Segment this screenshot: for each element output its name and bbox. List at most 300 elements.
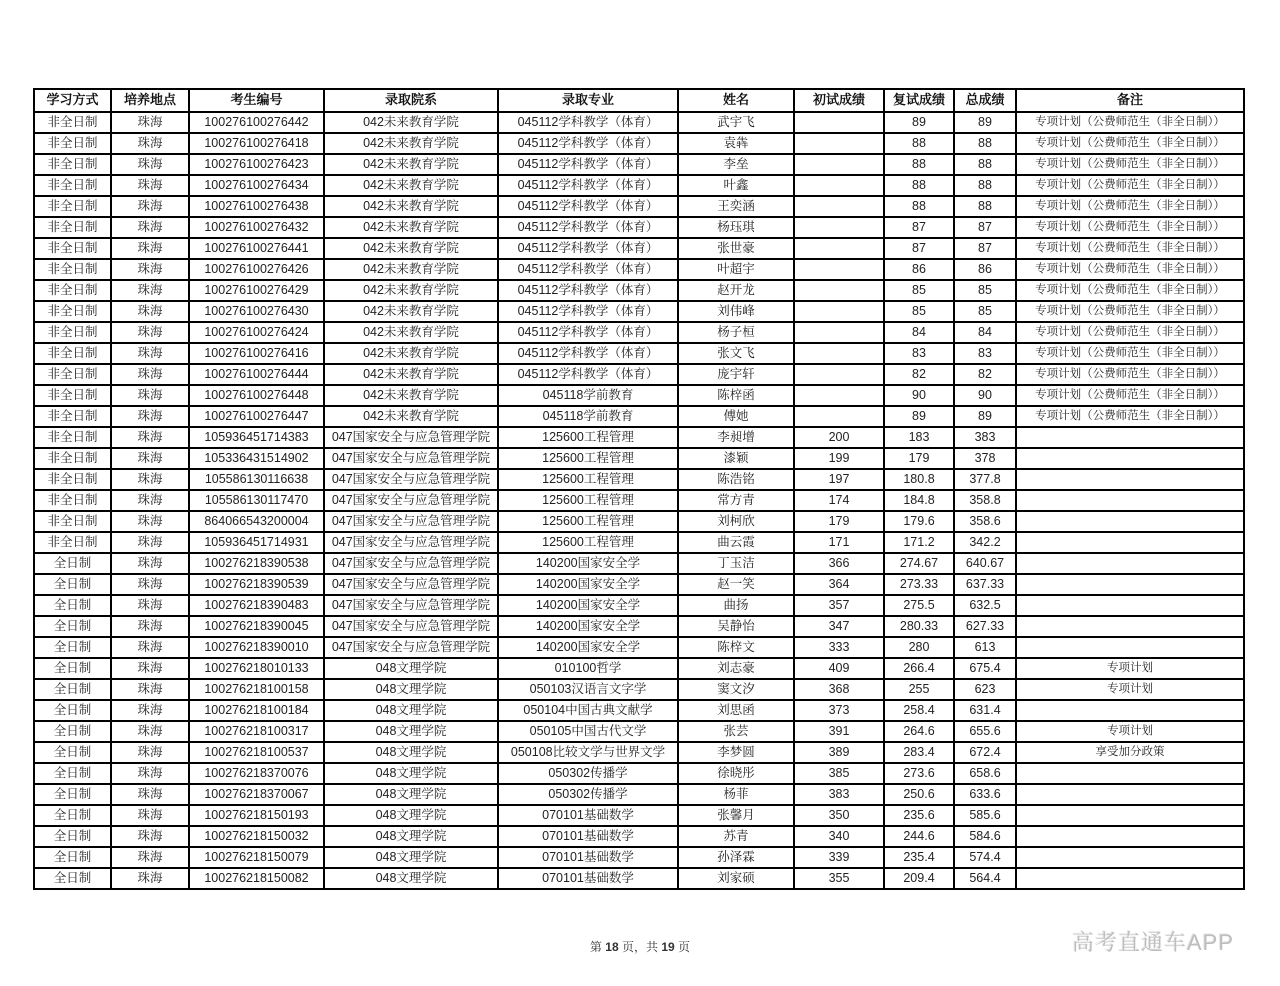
- watermark-text: 高考直通车APP: [1071, 930, 1234, 955]
- table-cell: 672.4: [954, 742, 1016, 763]
- table-cell: 赵一笑: [678, 574, 794, 595]
- table-cell: 87: [954, 238, 1016, 259]
- table-cell: 048文理学院: [324, 721, 498, 742]
- table-cell: 珠海: [111, 826, 189, 847]
- table-cell: 045112学科教学（体育）: [498, 364, 678, 385]
- table-row: [34, 679, 1244, 700]
- table-cell: [794, 154, 884, 175]
- table-cell: [1016, 826, 1244, 847]
- table-row: [34, 322, 1244, 343]
- table-cell: 王奕涵: [678, 196, 794, 217]
- table-cell: 197: [794, 469, 884, 490]
- table-cell: 047国家安全与应急管理学院: [324, 595, 498, 616]
- table-cell: 全日制: [34, 721, 111, 742]
- table-cell: 280: [884, 637, 954, 658]
- table-cell: 100276218150193: [189, 805, 324, 826]
- table-cell: 100276100276434: [189, 175, 324, 196]
- table-cell: 100276100276447: [189, 406, 324, 427]
- table-cell: [1016, 511, 1244, 532]
- column-header: 考生编号: [189, 89, 324, 112]
- table-cell: 368: [794, 679, 884, 700]
- table-cell: 347: [794, 616, 884, 637]
- table-cell: 100276100276429: [189, 280, 324, 301]
- table-cell: 孙泽霖: [678, 847, 794, 868]
- table-cell: 050108比较文学与世界文学: [498, 742, 678, 763]
- table-cell: 042未来教育学院: [324, 322, 498, 343]
- table-cell: 244.6: [884, 826, 954, 847]
- table-cell: 珠海: [111, 532, 189, 553]
- table-cell: 675.4: [954, 658, 1016, 679]
- table-cell: 199: [794, 448, 884, 469]
- table-row: [34, 658, 1244, 679]
- table-cell: 88: [954, 175, 1016, 196]
- table-cell: 86: [954, 259, 1016, 280]
- table-cell: [794, 175, 884, 196]
- table-cell: 045112学科教学（体育）: [498, 175, 678, 196]
- table-cell: 85: [884, 280, 954, 301]
- admission-table: [33, 88, 1245, 890]
- table-cell: 358.6: [954, 511, 1016, 532]
- table-cell: 杨菲: [678, 784, 794, 805]
- table-cell: 85: [954, 301, 1016, 322]
- table-row: [34, 595, 1244, 616]
- table-cell: 613: [954, 637, 1016, 658]
- table-cell: 047国家安全与应急管理学院: [324, 637, 498, 658]
- table-cell: 88: [884, 196, 954, 217]
- column-header: 初试成绩: [794, 89, 884, 112]
- table-cell: 209.4: [884, 868, 954, 889]
- table-cell: 非全日制: [34, 511, 111, 532]
- table-cell: 专项计划（公费师范生（非全日制））: [1016, 112, 1244, 133]
- table-cell: [1016, 553, 1244, 574]
- table-cell: 045112学科教学（体育）: [498, 196, 678, 217]
- table-cell: 非全日制: [34, 112, 111, 133]
- table-cell: 全日制: [34, 826, 111, 847]
- table-cell: 88: [884, 133, 954, 154]
- table-cell: 140200国家安全学: [498, 574, 678, 595]
- table-cell: 125600工程管理: [498, 511, 678, 532]
- table-cell: 045112学科教学（体育）: [498, 238, 678, 259]
- table-cell: 100276100276448: [189, 385, 324, 406]
- table-row: [34, 175, 1244, 196]
- table-cell: 125600工程管理: [498, 448, 678, 469]
- table-cell: 047国家安全与应急管理学院: [324, 427, 498, 448]
- page-number-total: 19: [661, 940, 675, 954]
- table-cell: 140200国家安全学: [498, 553, 678, 574]
- table-cell: 048文理学院: [324, 742, 498, 763]
- table-cell: 574.4: [954, 847, 1016, 868]
- table-cell: 045112学科教学（体育）: [498, 112, 678, 133]
- table-row: [34, 364, 1244, 385]
- table-cell: 100276218100184: [189, 700, 324, 721]
- table-cell: 非全日制: [34, 301, 111, 322]
- table-cell: 武宇飞: [678, 112, 794, 133]
- table-cell: 非全日制: [34, 448, 111, 469]
- table-cell: 非全日制: [34, 364, 111, 385]
- table-cell: 89: [954, 406, 1016, 427]
- table-cell: 珠海: [111, 448, 189, 469]
- table-cell: 658.6: [954, 763, 1016, 784]
- table-cell: 631.4: [954, 700, 1016, 721]
- table-cell: 89: [884, 112, 954, 133]
- table-cell: 377.8: [954, 469, 1016, 490]
- table-cell: 珠海: [111, 511, 189, 532]
- table-cell: 珠海: [111, 259, 189, 280]
- table-cell: 享受加分政策: [1016, 742, 1244, 763]
- column-header: 复试成绩: [884, 89, 954, 112]
- table-cell: 042未来教育学院: [324, 133, 498, 154]
- table-cell: 633.6: [954, 784, 1016, 805]
- table-cell: 275.5: [884, 595, 954, 616]
- table-cell: 专项计划（公费师范生（非全日制））: [1016, 364, 1244, 385]
- table-cell: 373: [794, 700, 884, 721]
- table-cell: 陈浩铭: [678, 469, 794, 490]
- table-cell: 全日制: [34, 700, 111, 721]
- table-cell: 045112学科教学（体育）: [498, 301, 678, 322]
- table-body: [34, 112, 1244, 889]
- table-cell: 200: [794, 427, 884, 448]
- table-cell: 专项计划（公费师范生（非全日制））: [1016, 238, 1244, 259]
- table-row: [34, 385, 1244, 406]
- table-cell: 047国家安全与应急管理学院: [324, 448, 498, 469]
- table-cell: 非全日制: [34, 196, 111, 217]
- table-cell: 105336431514902: [189, 448, 324, 469]
- table-cell: 全日制: [34, 595, 111, 616]
- table-cell: 273.6: [884, 763, 954, 784]
- table-cell: 632.5: [954, 595, 1016, 616]
- table-cell: [1016, 469, 1244, 490]
- table-cell: [794, 196, 884, 217]
- table-cell: 010100哲学: [498, 658, 678, 679]
- table-cell: 非全日制: [34, 238, 111, 259]
- table-cell: 355: [794, 868, 884, 889]
- table-cell: 89: [884, 406, 954, 427]
- table-cell: 刘家硕: [678, 868, 794, 889]
- table-cell: [794, 217, 884, 238]
- table-cell: 100276218100537: [189, 742, 324, 763]
- table-cell: 042未来教育学院: [324, 112, 498, 133]
- table-cell: 140200国家安全学: [498, 616, 678, 637]
- table-cell: 珠海: [111, 385, 189, 406]
- table-cell: 珠海: [111, 406, 189, 427]
- table-cell: 070101基础数学: [498, 847, 678, 868]
- table-cell: [794, 322, 884, 343]
- table-cell: 050105中国古代文学: [498, 721, 678, 742]
- table-cell: 048文理学院: [324, 826, 498, 847]
- table-cell: 100276100276430: [189, 301, 324, 322]
- table-cell: 171: [794, 532, 884, 553]
- table-cell: 125600工程管理: [498, 490, 678, 511]
- table-cell: 全日制: [34, 784, 111, 805]
- table-cell: 90: [954, 385, 1016, 406]
- table-cell: 曲云霞: [678, 532, 794, 553]
- table-cell: 88: [954, 154, 1016, 175]
- table-cell: 070101基础数学: [498, 868, 678, 889]
- table-cell: 042未来教育学院: [324, 301, 498, 322]
- table-row: [34, 259, 1244, 280]
- table-cell: [1016, 532, 1244, 553]
- table-cell: 350: [794, 805, 884, 826]
- table-cell: 100276218370076: [189, 763, 324, 784]
- table-cell: 专项计划（公费师范生（非全日制））: [1016, 301, 1244, 322]
- table-cell: 409: [794, 658, 884, 679]
- table-cell: 82: [954, 364, 1016, 385]
- table-cell: 珠海: [111, 742, 189, 763]
- table-cell: 623: [954, 679, 1016, 700]
- table-row: [34, 784, 1244, 805]
- table-cell: 88: [884, 175, 954, 196]
- table-cell: [1016, 805, 1244, 826]
- table-row: [34, 511, 1244, 532]
- table-row: [34, 406, 1244, 427]
- table-cell: 045112学科教学（体育）: [498, 259, 678, 280]
- table-cell: 87: [884, 217, 954, 238]
- table-cell: 非全日制: [34, 469, 111, 490]
- table-cell: 045118学前教育: [498, 406, 678, 427]
- table-cell: 385: [794, 763, 884, 784]
- table-cell: 045112学科教学（体育）: [498, 280, 678, 301]
- table-cell: 杨子桓: [678, 322, 794, 343]
- table-cell: 全日制: [34, 679, 111, 700]
- table-row: [34, 217, 1244, 238]
- column-header: 学习方式: [34, 89, 111, 112]
- table-cell: 84: [884, 322, 954, 343]
- table-cell: 珠海: [111, 217, 189, 238]
- table-cell: 339: [794, 847, 884, 868]
- table-cell: 655.6: [954, 721, 1016, 742]
- table-cell: 283.4: [884, 742, 954, 763]
- table-cell: 珠海: [111, 868, 189, 889]
- table-cell: 140200国家安全学: [498, 595, 678, 616]
- table-cell: 100276218150079: [189, 847, 324, 868]
- table-cell: [794, 364, 884, 385]
- table-cell: 100276100276444: [189, 364, 324, 385]
- table-cell: 100276218150032: [189, 826, 324, 847]
- table-cell: [1016, 595, 1244, 616]
- table-cell: 389: [794, 742, 884, 763]
- table-cell: 100276100276424: [189, 322, 324, 343]
- table-cell: 87: [954, 217, 1016, 238]
- table-cell: 珠海: [111, 658, 189, 679]
- table-cell: 珠海: [111, 721, 189, 742]
- table-cell: 非全日制: [34, 322, 111, 343]
- table-cell: 张世豪: [678, 238, 794, 259]
- table-cell: 庞宇轩: [678, 364, 794, 385]
- table-cell: [794, 385, 884, 406]
- table-cell: 全日制: [34, 868, 111, 889]
- table-cell: 585.6: [954, 805, 1016, 826]
- table-cell: 045112学科教学（体育）: [498, 217, 678, 238]
- table-cell: 045112学科教学（体育）: [498, 322, 678, 343]
- table-cell: 357: [794, 595, 884, 616]
- table-cell: 125600工程管理: [498, 469, 678, 490]
- table-cell: 珠海: [111, 196, 189, 217]
- table-cell: 全日制: [34, 553, 111, 574]
- table-cell: 非全日制: [34, 427, 111, 448]
- table-cell: 042未来教育学院: [324, 238, 498, 259]
- table-cell: 637.33: [954, 574, 1016, 595]
- table-cell: 045112学科教学（体育）: [498, 343, 678, 364]
- table-cell: 042未来教育学院: [324, 154, 498, 175]
- table-cell: 全日制: [34, 658, 111, 679]
- table-cell: 非全日制: [34, 343, 111, 364]
- table-cell: 专项计划（公费师范生（非全日制））: [1016, 406, 1244, 427]
- table-cell: 专项计划（公费师范生（非全日制））: [1016, 175, 1244, 196]
- table-row: [34, 238, 1244, 259]
- table-cell: 140200国家安全学: [498, 637, 678, 658]
- table-cell: 84: [954, 322, 1016, 343]
- table-header-row: [34, 89, 1244, 112]
- table-cell: 100276218150082: [189, 868, 324, 889]
- table-cell: 266.4: [884, 658, 954, 679]
- table-cell: 非全日制: [34, 259, 111, 280]
- table-cell: 050302传播学: [498, 763, 678, 784]
- table-row: [34, 133, 1244, 154]
- table-cell: 83: [954, 343, 1016, 364]
- table-cell: 047国家安全与应急管理学院: [324, 490, 498, 511]
- table-cell: 全日制: [34, 847, 111, 868]
- table-cell: 珠海: [111, 700, 189, 721]
- page-number-current: 18: [605, 940, 619, 954]
- table-cell: 255: [884, 679, 954, 700]
- table-cell: 刘伟峰: [678, 301, 794, 322]
- table-cell: 刘柯欣: [678, 511, 794, 532]
- table-cell: 珠海: [111, 784, 189, 805]
- table-cell: [794, 238, 884, 259]
- table-cell: 丁玉洁: [678, 553, 794, 574]
- table-cell: 100276218390483: [189, 595, 324, 616]
- table-row: [34, 721, 1244, 742]
- table-cell: 全日制: [34, 763, 111, 784]
- table-cell: 045112学科教学（体育）: [498, 133, 678, 154]
- table-cell: 100276218100158: [189, 679, 324, 700]
- table-cell: 珠海: [111, 553, 189, 574]
- table-cell: 105936451714383: [189, 427, 324, 448]
- table-cell: 窦文汐: [678, 679, 794, 700]
- table-cell: 珠海: [111, 133, 189, 154]
- table-cell: 100276218390539: [189, 574, 324, 595]
- table-cell: 非全日制: [34, 154, 111, 175]
- table-cell: 627.33: [954, 616, 1016, 637]
- table-cell: [1016, 427, 1244, 448]
- table-cell: 珠海: [111, 238, 189, 259]
- table-cell: [794, 301, 884, 322]
- table-cell: 非全日制: [34, 490, 111, 511]
- table-cell: [1016, 637, 1244, 658]
- table-row: [34, 154, 1244, 175]
- table-cell: 89: [954, 112, 1016, 133]
- table-cell: 专项计划（公费师范生（非全日制））: [1016, 385, 1244, 406]
- table-cell: 非全日制: [34, 532, 111, 553]
- table-cell: [1016, 847, 1244, 868]
- table-cell: [1016, 700, 1244, 721]
- table-cell: 88: [954, 196, 1016, 217]
- table-cell: [794, 406, 884, 427]
- table-row: [34, 700, 1244, 721]
- table-cell: 180.8: [884, 469, 954, 490]
- table-cell: 叶鑫: [678, 175, 794, 196]
- table-cell: 专项计划: [1016, 658, 1244, 679]
- table-cell: 050302传播学: [498, 784, 678, 805]
- table-row: [34, 343, 1244, 364]
- table-cell: 珠海: [111, 322, 189, 343]
- table-cell: 100276100276423: [189, 154, 324, 175]
- table-cell: 258.4: [884, 700, 954, 721]
- table-cell: 吴静怡: [678, 616, 794, 637]
- table-cell: 100276218390538: [189, 553, 324, 574]
- table-cell: [1016, 616, 1244, 637]
- table-cell: 张芸: [678, 721, 794, 742]
- table-cell: 048文理学院: [324, 868, 498, 889]
- table-cell: 105586130117470: [189, 490, 324, 511]
- column-header: 备注: [1016, 89, 1244, 112]
- table-cell: 85: [954, 280, 1016, 301]
- table-cell: 042未来教育学院: [324, 280, 498, 301]
- table-cell: 非全日制: [34, 385, 111, 406]
- table-cell: 042未来教育学院: [324, 196, 498, 217]
- table-row: [34, 826, 1244, 847]
- table-cell: 048文理学院: [324, 805, 498, 826]
- column-header: 总成绩: [954, 89, 1016, 112]
- table-cell: 专项计划（公费师范生（非全日制））: [1016, 280, 1244, 301]
- table-cell: 专项计划: [1016, 679, 1244, 700]
- table-cell: 袁犇: [678, 133, 794, 154]
- table-cell: 非全日制: [34, 406, 111, 427]
- table-cell: 珠海: [111, 847, 189, 868]
- table-row: [34, 280, 1244, 301]
- page-info-mid: 页，共: [621, 940, 658, 954]
- table-cell: 235.4: [884, 847, 954, 868]
- table-cell: 280.33: [884, 616, 954, 637]
- table-cell: 100276218390045: [189, 616, 324, 637]
- table-cell: 047国家安全与应急管理学院: [324, 616, 498, 637]
- table-cell: 叶超宇: [678, 259, 794, 280]
- table-cell: 专项计划（公费师范生（非全日制））: [1016, 343, 1244, 364]
- table-cell: 047国家安全与应急管理学院: [324, 553, 498, 574]
- table-cell: 常方青: [678, 490, 794, 511]
- table-cell: 李垒: [678, 154, 794, 175]
- table-cell: 88: [884, 154, 954, 175]
- table-cell: 047国家安全与应急管理学院: [324, 574, 498, 595]
- table-cell: 珠海: [111, 616, 189, 637]
- table-cell: 专项计划（公费师范生（非全日制））: [1016, 196, 1244, 217]
- table-cell: 042未来教育学院: [324, 259, 498, 280]
- table-cell: 86: [884, 259, 954, 280]
- table-cell: 235.6: [884, 805, 954, 826]
- table-row: [34, 490, 1244, 511]
- table-cell: 全日制: [34, 574, 111, 595]
- table-cell: 100276100276416: [189, 343, 324, 364]
- table-row: [34, 469, 1244, 490]
- table-row: [34, 448, 1244, 469]
- table-cell: 070101基础数学: [498, 805, 678, 826]
- table-cell: [1016, 448, 1244, 469]
- table-cell: 045118学前教育: [498, 385, 678, 406]
- table-cell: 全日制: [34, 637, 111, 658]
- table-cell: 048文理学院: [324, 847, 498, 868]
- table-cell: 赵开龙: [678, 280, 794, 301]
- table-row: [34, 637, 1244, 658]
- table-cell: 364: [794, 574, 884, 595]
- table-cell: 100276100276418: [189, 133, 324, 154]
- table-cell: 179: [794, 511, 884, 532]
- table-cell: [1016, 490, 1244, 511]
- table-cell: 刘志豪: [678, 658, 794, 679]
- table-cell: 264.6: [884, 721, 954, 742]
- table-cell: 曲扬: [678, 595, 794, 616]
- table-cell: 珠海: [111, 280, 189, 301]
- page-info-suffix: 页: [678, 940, 691, 954]
